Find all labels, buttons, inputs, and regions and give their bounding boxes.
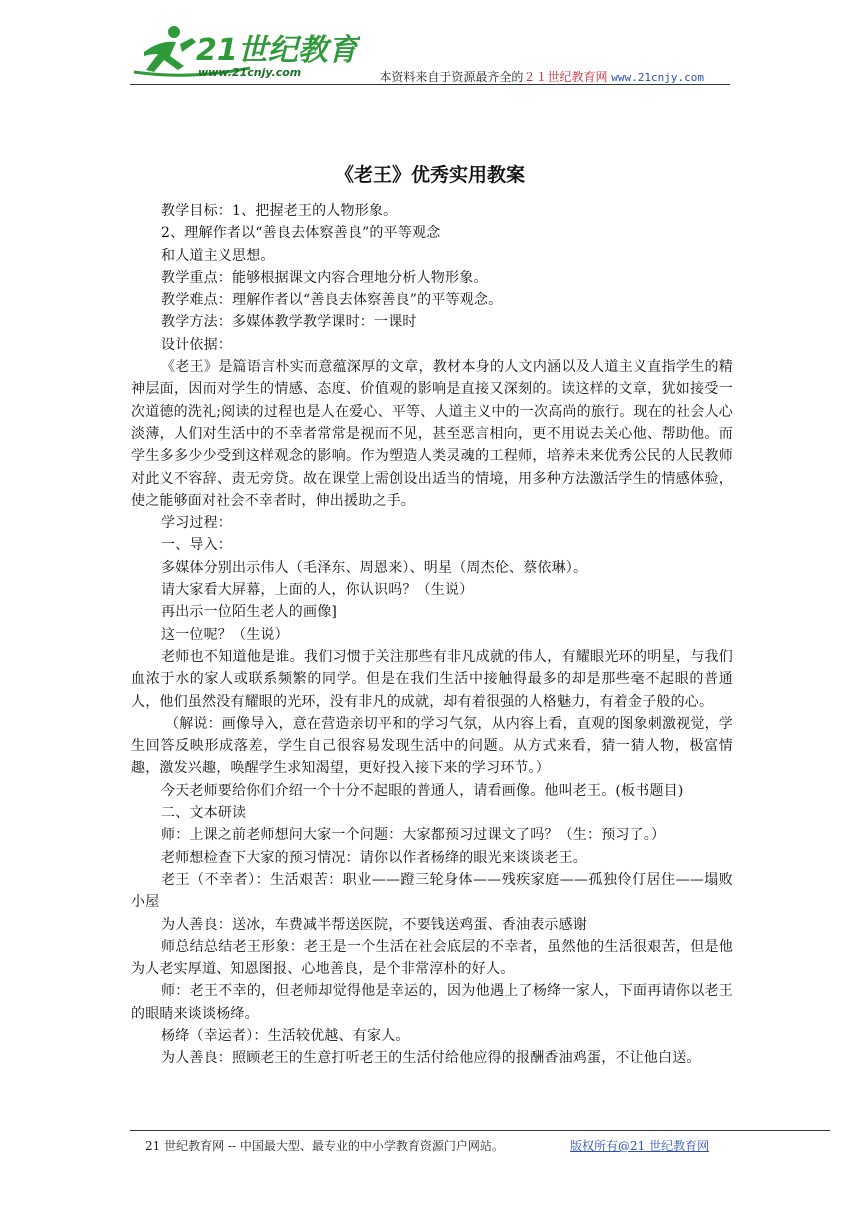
paragraph: 2、理解作者以“善良去体察善良”的平等观念 bbox=[161, 225, 441, 242]
paragraph: 老师想检查下大家的预习情况：请你以作者杨绛的眼光来谈谈老王。 bbox=[161, 849, 587, 866]
paragraph: 教学方法：多媒体教学教学课时：一课时 bbox=[161, 314, 417, 331]
header-note bbox=[379, 68, 704, 85]
paragraph: 今天老师要给你们介绍一个十分不起眼的普通人，请看画像。他叫老王。(板书题目) bbox=[161, 782, 684, 799]
paragraph: 为人善良：照顾老王的生意打听老王的生活付给他应得的报酬香油鸡蛋，不让他白送。 bbox=[161, 1050, 701, 1067]
header-divider bbox=[130, 84, 730, 85]
paragraph: 杨绛（幸运者）：生活较优越、有家人。 bbox=[161, 1027, 410, 1044]
paragraph: 教学目标：1、把握老王的人物形象。 bbox=[161, 203, 398, 219]
paragraph: 师：上课之前老师想问大家一个问题：大家都预习过课文了吗？（生：预习了。） bbox=[161, 827, 666, 844]
paragraph: 二、文本研读 bbox=[161, 805, 247, 822]
page-header bbox=[130, 22, 730, 88]
paragraph: 老师也不知道他是谁。我们习惯于关注那些有非凡成就的伟人，有耀眼光环的明星，与我们血浓于水的家人或联系频繁的同学。但是在我们生活中接触得最多的却是那些毫不起眼的普通人，他们虽然没有耀眼的光环，没有非凡的成就，却有着很强的人格魅力，有着金子般的心。 bbox=[131, 648, 733, 710]
paragraph: 再出示一位陌生老人的画像] bbox=[161, 604, 338, 621]
header-note-url[interactable]: www.21cnjy.com bbox=[611, 71, 704, 84]
paragraph: 设计依据： bbox=[161, 336, 232, 353]
paragraph: 师总结总结老王形象：老王是一个生活在社会底层的不幸者，虽然他的生活很艰苦，但是他为人老实厚道、知恩图报、心地善良，是个非常淳朴的好人。 bbox=[131, 938, 733, 978]
page-title: 《老王》优秀实用教案 bbox=[334, 164, 525, 186]
paragraph: 多媒体分别出示伟人（毛泽东、周恩来）、明星（周杰伦、蔡依琳）。 bbox=[161, 559, 588, 576]
paragraph: 学习过程： bbox=[161, 515, 232, 532]
logo-text: 21世纪教育 bbox=[196, 33, 358, 68]
paragraph: 和人道主义思想。 bbox=[161, 247, 275, 264]
paragraph: 老王（不幸者）：生活艰苦：职业——蹬三轮身体——残疾家庭——孤独伶仃居住——塌败小屋 bbox=[131, 871, 733, 911]
paragraph: 这一位呢？（生说） bbox=[161, 626, 289, 643]
paragraph: 为人善良：送冰，车费减半帮送医院，不要钱送鸡蛋、香油表示感谢 bbox=[161, 916, 587, 933]
document-body bbox=[131, 200, 733, 1070]
footer-divider bbox=[130, 1130, 830, 1131]
paragraph: 《老王》是篇语言朴实而意蕴深厚的文章，教材本身的人文内涵以及人道主义直指学生的精神层面，因而对学生的情感、态度、价值观的影响是直接又深刻的。读这样的文章，犹如接受一次道德的洗礼;阅读的过程也是人在爱心、平等、人道主义中的一次高尚的旅行。现在的社会人心淡薄，人们对生活中的不幸者常常是视而不见，甚至恶言相向，更不用说去关心他、帮助他。而学生多多少少受到这样观念的影响。作为塑造人类灵魂的工程师，培养未来优秀公民的人民教师对此义不容辞、责无旁贷。故在课堂上需创设出适当的情境，用多种方法激活学生的情感体验，使之能够面对社会不幸者时，伸出援助之手。 bbox=[131, 359, 733, 509]
logo-url: www.21cnjy.com bbox=[198, 66, 302, 79]
logo-21cnjy bbox=[130, 22, 360, 84]
paragraph: （解说：画像导入，意在营造亲切平和的学习气氛，从内容上看，直观的图象刺激视觉，学生回答反映形成落差，学生自己很容易发现生活中的问题。从方式来看，猜一猜人物，极富情趣，激发兴趣，唤醒学生求知渴望，更好投入接下来的学习环节。） bbox=[131, 715, 733, 777]
paragraph: 师：老王不幸的，但老师却觉得他是幸运的，因为他遇上了杨绛一家人，下面再请你以老王的眼睛来谈谈杨绛。 bbox=[131, 983, 733, 1022]
paragraph: 教学重点：能够根据课文内容合理地分析人物形象。 bbox=[161, 269, 488, 286]
header-note-brand: ２１世纪教育网 bbox=[523, 70, 608, 84]
paragraph: 教学难点：理解作者以“善良去体察善良”的平等观念。 bbox=[161, 292, 503, 309]
header-note-prefix: 本资料来自于资源最齐全的 bbox=[379, 70, 524, 84]
footer-text: 21 世纪教育网 -- 中国最大型、最专业的中小学教育资源门户网站。 bbox=[145, 1139, 504, 1153]
copyright-link[interactable]: 版权所有@21 世纪教育网 bbox=[570, 1139, 710, 1153]
paragraph: 请大家看大屏幕，上面的人，你认识吗？（生说） bbox=[161, 582, 474, 599]
paragraph: 一、导入： bbox=[161, 537, 232, 554]
